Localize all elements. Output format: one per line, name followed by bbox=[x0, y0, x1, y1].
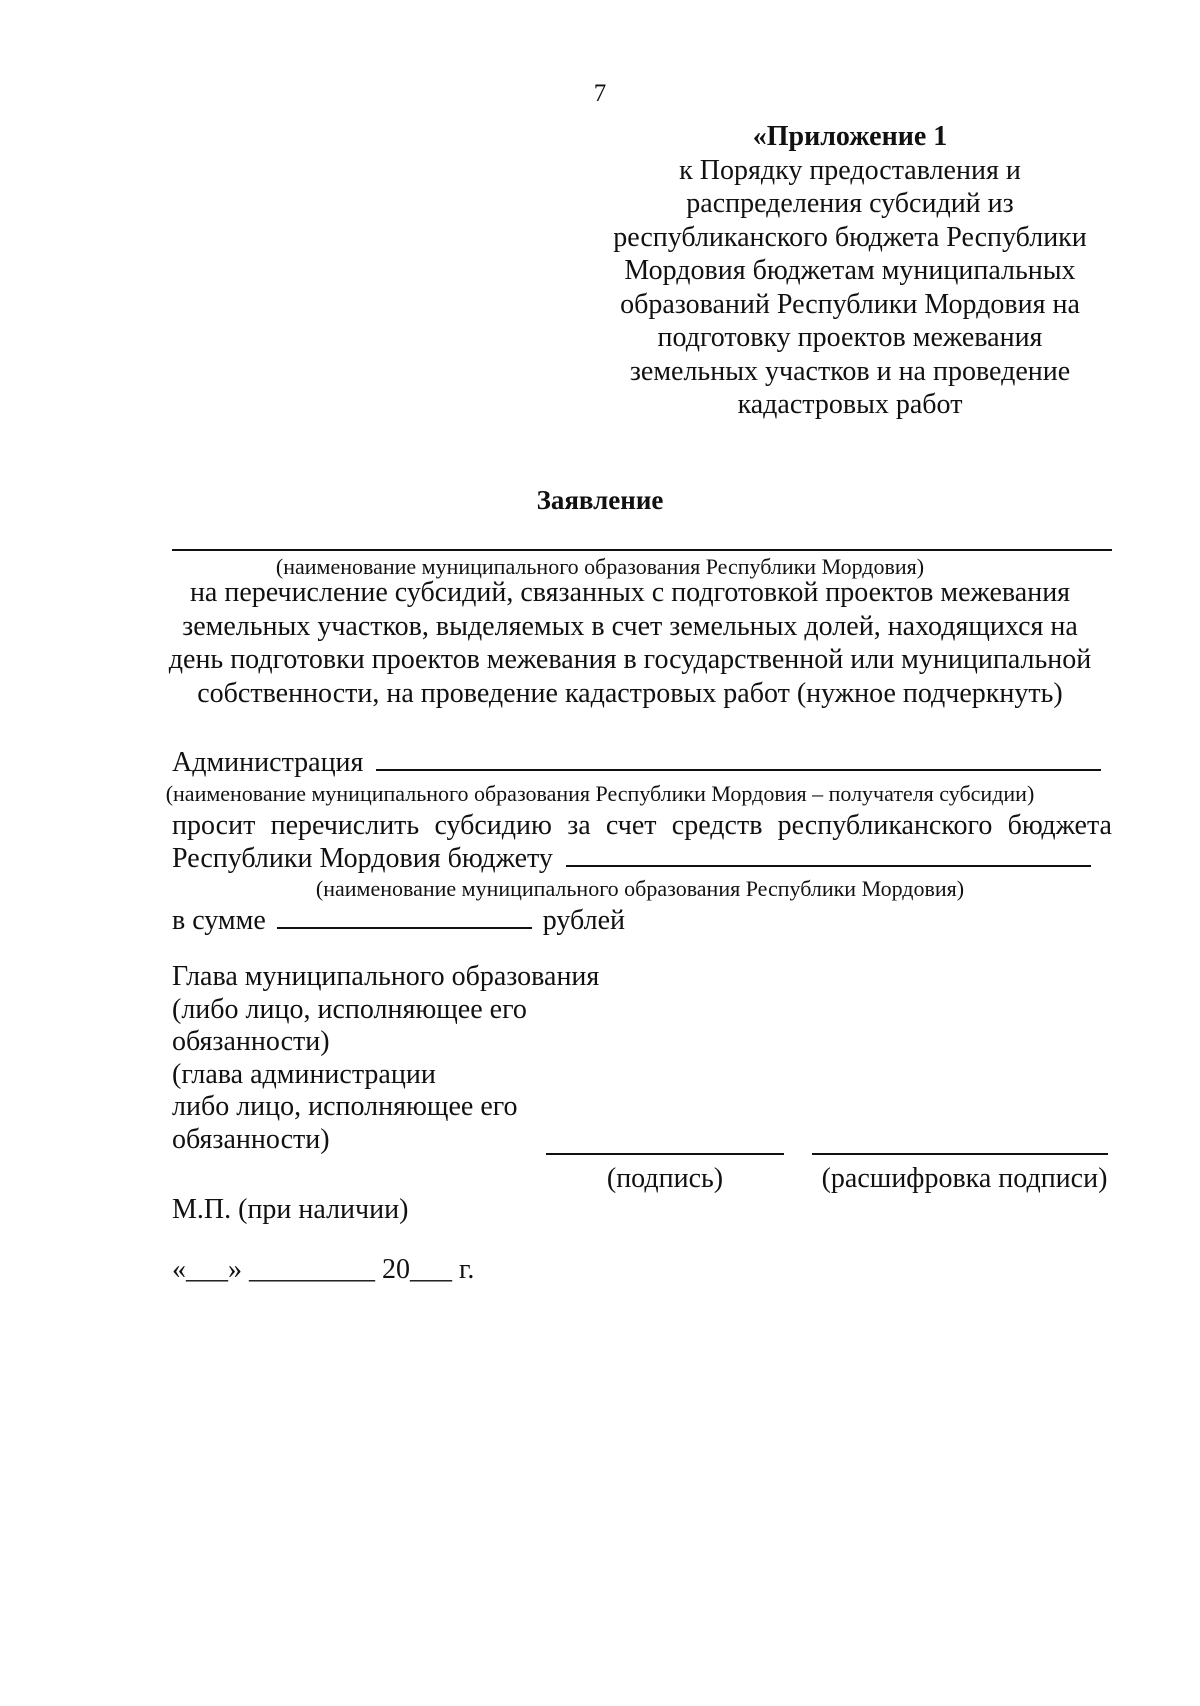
appendix-line: республиканского бюджета Республики bbox=[613, 221, 1087, 253]
purpose-paragraph bbox=[140, 576, 1120, 710]
signature-caption: (подпись) bbox=[606, 1163, 724, 1194]
stamp-note: М.П. (при наличии) bbox=[172, 1194, 409, 1225]
signatory-block bbox=[172, 961, 599, 1156]
signatory-line: либо лицо, исполняющее его bbox=[172, 1091, 518, 1122]
purpose-line: на перечисление субсидий, связанных с подготовкой проектов межевания bbox=[189, 577, 1071, 608]
page-number: 7 bbox=[593, 80, 607, 107]
request-line: просит перечислить субсидию за счет средств республиканского бюджета bbox=[172, 810, 1112, 841]
date-line[interactable]: «___» _________ 20___ г. bbox=[172, 1254, 475, 1285]
purpose-line: день подготовки проектов межевания в государственной или муниципальной bbox=[168, 644, 1092, 675]
signature-decoding-caption: (расшифровка подписи) bbox=[821, 1163, 1108, 1194]
appendix-line: к Порядку предоставления и bbox=[679, 154, 1021, 186]
budget-label: Республики Мордовия бюджету bbox=[172, 843, 553, 874]
administration-name-field[interactable] bbox=[376, 747, 1101, 771]
appendix-line: распределения субсидий из bbox=[686, 188, 1014, 219]
administration-row bbox=[172, 746, 1112, 779]
amount-row bbox=[172, 904, 625, 937]
appendix-block bbox=[600, 120, 1100, 422]
appendix-line: образований Республики Мордовия на bbox=[620, 288, 1080, 320]
signatory-line: обязанности) bbox=[172, 1123, 330, 1155]
signatory-line: (глава администрации bbox=[172, 1058, 436, 1090]
municipality-name-caption: (наименование муниципального образования Республики Мордовия) bbox=[275, 554, 925, 579]
appendix-line: кадастровых работ bbox=[737, 389, 963, 420]
purpose-line: собственности, на проведение кадастровых работ (нужное подчеркнуть) bbox=[197, 677, 1063, 709]
signatory-line: Глава муниципального образования bbox=[172, 961, 600, 992]
purpose-line: земельных участков, выделяемых в счет земельных долей, находящихся на bbox=[182, 610, 1078, 642]
budget-row bbox=[172, 842, 1112, 875]
budget-recipient-field[interactable] bbox=[566, 843, 1091, 867]
municipality-name-line[interactable] bbox=[172, 549, 1112, 551]
amount-prefix: в сумме bbox=[172, 905, 266, 936]
appendix-line: земельных участков и на проведение bbox=[629, 355, 1071, 387]
appendix-heading: «Приложение 1 bbox=[752, 121, 948, 152]
signatory-line: (либо лицо, исполняющее его bbox=[172, 993, 527, 1025]
document-title: Заявление bbox=[536, 485, 664, 515]
signatory-line: обязанности) bbox=[172, 1026, 330, 1057]
signature-decoding-line[interactable] bbox=[812, 1153, 1108, 1155]
amount-suffix: рублей bbox=[542, 905, 625, 936]
administration-label: Администрация bbox=[172, 747, 364, 778]
budget-caption: (наименование муниципального образования Республики Мордовия) bbox=[315, 876, 965, 901]
appendix-line: подготовку проектов межевания bbox=[657, 322, 1043, 353]
amount-field[interactable] bbox=[277, 905, 532, 929]
administration-caption: (наименование муниципального образования Республики Мордовия – получателя субсидии) bbox=[165, 781, 1035, 806]
signature-line[interactable] bbox=[546, 1153, 784, 1155]
appendix-line: Мордовия бюджетам муниципальных bbox=[624, 255, 1076, 286]
